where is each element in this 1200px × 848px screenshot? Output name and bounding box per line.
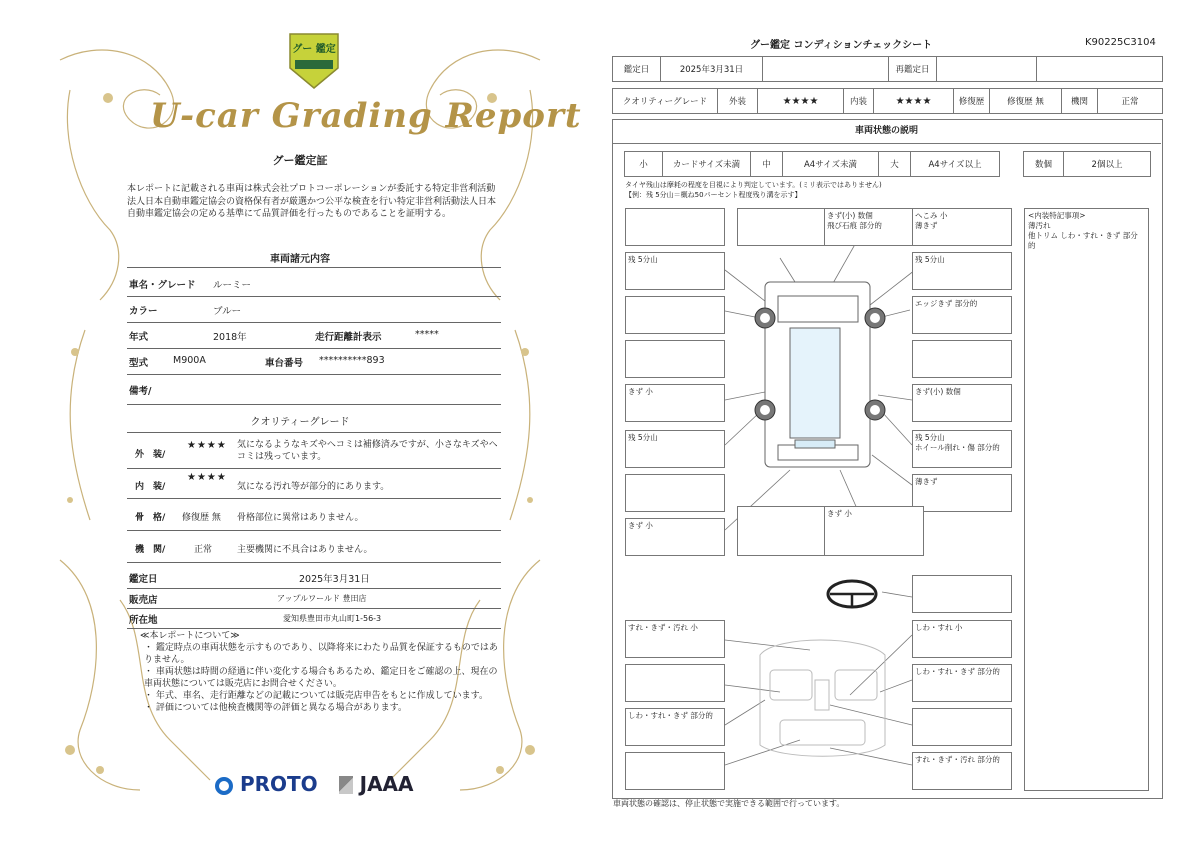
model-label: 型式 [129,358,149,369]
year-label: 年式 [129,332,149,343]
ext-label: 外装 [718,89,758,113]
interior-box [912,575,1012,613]
grade-stars: ★★★★ [187,472,227,483]
interior-box: しわ・すれ・きず 部分的 [625,708,725,746]
footer-row-date [127,566,501,589]
certificate-title: グー鑑定証 [272,154,328,167]
shop-label: 販売店 [129,595,158,606]
damage-box [625,340,725,378]
spec-row-year [127,324,501,349]
grade-value: 修復歴 無 [182,513,221,523]
interior-note: 薄汚れ [1028,221,1051,230]
grade-label: 内 装/ [135,482,166,492]
spec-row-model [127,350,501,375]
redate-label: 再鑑定日 [889,57,937,81]
damage-box: きず 小 [625,518,725,556]
notes-title: ≪本レポートについて≫ [140,631,240,641]
damage-box: へこみ 小 薄きず [912,208,1012,246]
script-title: U-car Grading Report [150,96,582,136]
grade-value: 正常 [194,545,213,555]
tire-box: 残 5分山 ホイール削れ・傷 部分的 [912,430,1012,468]
tire-note-2: 【例：残 5分山＝概ね50パーセント程度残り溝を示す】 [625,191,802,199]
note-item: ・ 車両状態は時間の経過に伴い変化する場合もあるため、鑑定日をご確認の上、現在の車両状態については販売店にお問合せください。 [144,667,498,689]
grade-row-exterior [127,436,501,469]
grade-comment: 主要機関に不具合はありません。 [237,545,373,555]
damage-box [625,208,725,246]
grade-label: 機 関/ [135,545,166,555]
interior-box: しわ・すれ・きず 部分的 [912,664,1012,702]
report-notes [140,630,500,714]
date-label: 鑑定日 [613,57,661,81]
interior-box: しわ・すれ 小 [912,620,1012,658]
damage-box [737,208,837,246]
damage-box [912,340,1012,378]
int-value: ★★★★ [874,89,954,113]
repair-label: 修復歴 [954,89,990,113]
engine-label: 機関 [1062,89,1098,113]
address-label: 所在地 [129,615,158,626]
tire-box: 残 5分山 [625,252,725,290]
damage-box: きず 小 [824,506,924,556]
tire-note-1: タイヤ残山は摩耗の程度を目視により判定しています。(ミリ表示ではありません) [625,181,882,189]
grade-comment: 骨格部位に異常はありません。 [237,513,364,523]
grade-label: 骨 格/ [135,513,166,523]
model-value: M900A [173,355,206,366]
sheet-title: グー鑑定 コンディションチェックシート [750,40,933,51]
damage-box: 薄きず [912,474,1012,512]
quality-grade-title: クオリティーグレード [250,417,350,428]
date-label: 鑑定日 [129,574,158,585]
sheet-code: K90225C3104 [1085,37,1156,48]
chassis-value: **********893 [319,355,385,366]
tire-box: 残 5分山 [912,252,1012,290]
mileage-value: ***** [415,329,439,340]
grade-comment: 気になるようなキズやヘコミは補修済みですが、小さなキズやヘコミは残っています。 [237,440,498,462]
damage-box [737,506,837,556]
badge-text: グー 鑑定 [292,44,336,55]
sheet-footnote: 車両状態の確認は、停止状態で実施できる範囲で行っています。 [613,799,845,808]
legend-large-desc: A4サイズ以上 [928,160,982,170]
shop-value: アップルワールド 豊田店 [277,594,367,603]
spec-row-remarks [127,376,501,405]
ext-value: ★★★★ [758,89,844,113]
remarks-label: 備考/ [129,386,152,397]
grade-label: クオリティーグレード [613,89,718,113]
interior-box [625,664,725,702]
divider [127,267,501,268]
interior-box [625,752,725,790]
condition-title: 車両状態の説明 [612,119,1161,144]
spec-section-title: 車両諸元内容 [270,254,330,265]
interior-box: すれ・きず・汚れ 部分的 [912,752,1012,790]
grade-row-interior [127,470,501,499]
grade-row-engine [127,532,501,563]
interior-box [912,708,1012,746]
grade-stars: ★★★★ [187,440,227,451]
logo-area [215,772,414,796]
engine-value: 正常 [1121,97,1139,107]
footer-row-shop [127,588,501,609]
address-value: 愛知県豊田市丸山町1-56-3 [283,614,382,623]
divider [127,432,501,433]
condition-check-sheet [600,0,1200,848]
count-label: 数個 [1024,152,1064,176]
grade-label: 外 装/ [135,450,166,460]
date-value: 2025年3月31日 [661,57,763,81]
grade-row-frame [127,500,501,531]
name-label: 車名・グレード [129,280,196,291]
damage-box: きず(小) 数個 [912,384,1012,422]
note-item: ・ 年式、車名、走行距離などの記載については販売店申告をもとに作成しています。 [144,691,488,701]
jaaa-logo-text: JAAA [359,772,414,796]
jaaa-logo-icon [339,776,353,794]
proto-logo-text: PROTO [239,772,318,796]
spec-row-name [127,272,501,297]
tire-box: 残 5分山 [625,430,725,468]
spec-row-color [127,298,501,323]
interior-note: 他トリム しわ・すれ・きず 部分的 [1028,231,1138,250]
int-label: 内装 [844,89,874,113]
proto-logo-icon [215,777,233,795]
chassis-label: 車台番号 [265,358,304,369]
damage-box: きず 小 [625,384,725,422]
repair-value: 修復歴 無 [990,89,1062,113]
damage-box: きず(小) 数個 飛び石痕 部分的 [824,208,924,246]
legend-small: 小 [625,152,663,176]
year-value: 2018年 [213,332,247,343]
name-value: ルーミー [213,280,252,291]
footer-row-address [127,608,501,629]
certificate-intro: 本レポートに記載される車両は株式会社プロトコーポレーションが委託する特定非営利活動法人日本自動車鑑定協会の資格保有者が厳選かつ公平な検査を行い特定非営利活動法人日本自動車鑑定協会の定める基準にて品質評価を行ったものであることを証明する。 [127,184,497,219]
damage-box [625,474,725,512]
legend-small-desc: カードサイズ未満 [663,152,751,176]
date-value: 2025年3月31日 [299,574,370,585]
color-label: カラー [129,306,158,317]
legend-medium-desc: A4サイズ未満 [783,152,879,176]
interior-box: すれ・きず・汚れ 小 [625,620,725,658]
note-item: ・ 評価については他検査機関等の評価と異なる場合があります。 [144,703,407,713]
damage-box: エッジきず 部分的 [912,296,1012,334]
color-value: ブルー [213,306,242,317]
grade-comment: 気になる汚れ等が部分的にあります。 [237,482,390,492]
mileage-label: 走行距離計表示 [315,332,382,343]
note-item: ・ 鑑定時点の車両状態を示すものであり、以降将来にわたり品質を保証するものではありません。 [144,643,498,665]
legend-large: 大 [879,152,911,176]
damage-box [625,296,725,334]
legend-medium: 中 [751,152,783,176]
interior-notes-panel [1024,208,1149,791]
interior-notes-title: <内装特記事項> [1028,211,1086,220]
count-value: 2個以上 [1091,160,1123,170]
